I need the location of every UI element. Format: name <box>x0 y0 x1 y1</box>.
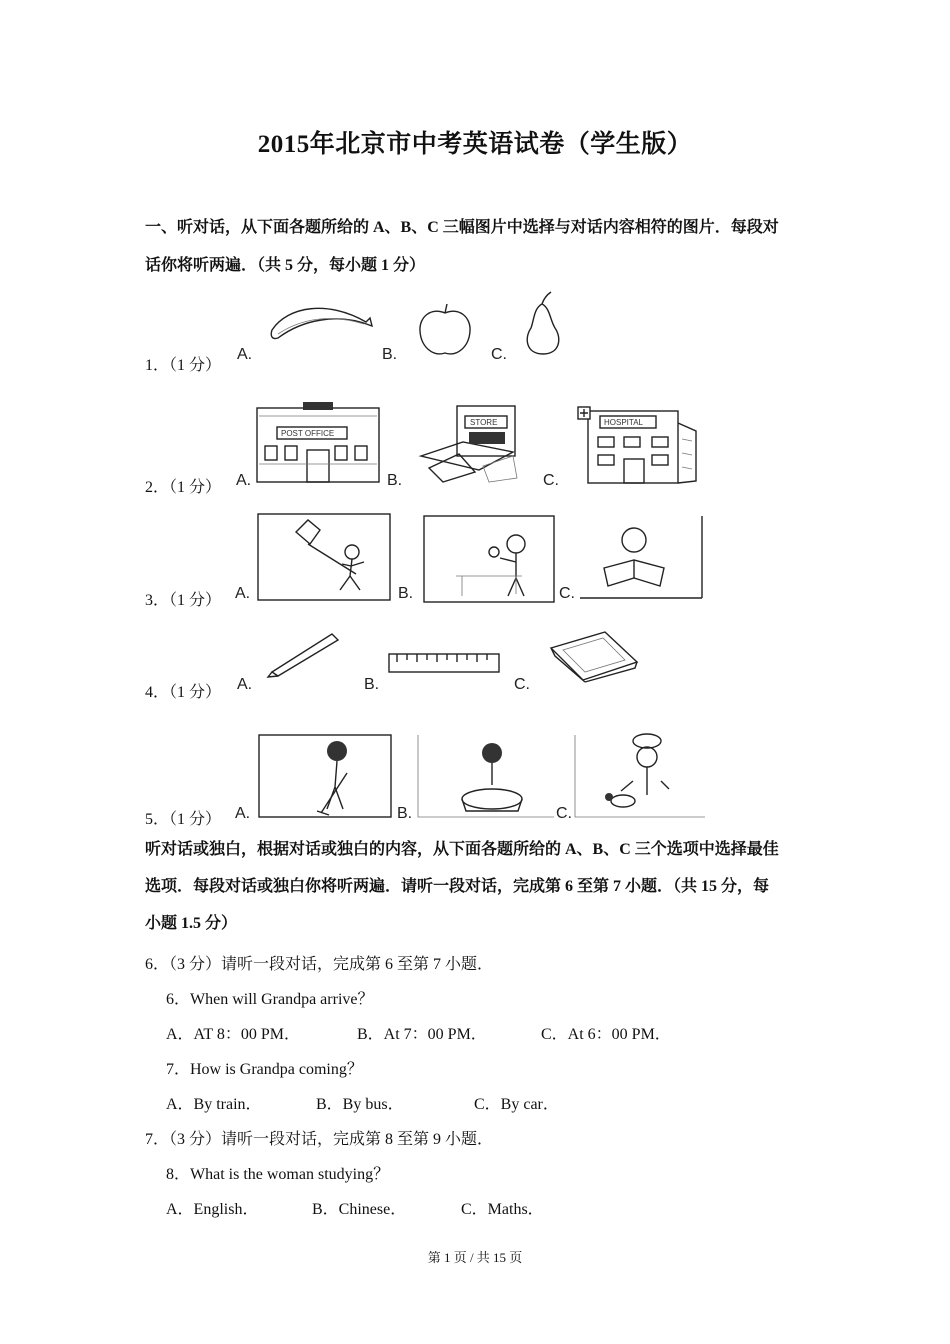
question-6-header: 6．（3 分）请听一段对话，完成第 6 至第 7 小题． <box>145 956 494 973</box>
q1-option-c: C. <box>491 346 507 363</box>
part1-instruction-line1: 一、听对话，从下面各题所给的 A、B、C 三幅图片中选择与对话内容相符的图片．每段对 <box>145 219 779 236</box>
q1-option-b: B. <box>382 346 398 363</box>
pencil-picture <box>266 630 342 678</box>
q7-sub1-option-c: C．Maths． <box>461 1201 544 1218</box>
part2-instruction-line1: 听对话或独白，根据对话或独白的内容，从下面各题所给的 A、B、C 三个选项中选择最佳 <box>145 841 779 858</box>
question-4-number: 4．（1 分） <box>145 684 222 701</box>
q5-option-a: A. <box>235 805 251 822</box>
q3-option-a: A. <box>235 585 251 602</box>
q6-sub2-option-c: C．By car． <box>474 1096 559 1113</box>
hospital-sign: HOSPITAL <box>604 418 643 427</box>
pear-picture <box>522 292 564 358</box>
store-picture <box>413 404 521 484</box>
page-title: 2015年北京市中考英语试卷（学生版） <box>257 131 693 158</box>
apple-picture <box>415 303 475 358</box>
question-7-header: 7．（3 分）请听一段对话，完成第 8 至第 9 小题． <box>145 1131 494 1148</box>
q6-sub2-option-b: B．By bus． <box>316 1096 404 1113</box>
question-6-sub-2: 7．How is Grandpa coming？ <box>166 1061 363 1078</box>
banana-picture <box>268 300 373 345</box>
q7-sub1-option-b: B．Chinese． <box>312 1201 407 1218</box>
question-6-sub-1: 6．When will Grandpa arrive？ <box>166 991 374 1008</box>
table-tennis-picture <box>422 514 556 604</box>
q6-sub2-option-a: A．By train． <box>166 1096 262 1113</box>
washing-clothes-picture <box>416 733 556 819</box>
q5-option-c: C. <box>556 805 572 822</box>
pencil-case-picture <box>545 628 641 684</box>
q5-option-b: B. <box>397 805 413 822</box>
q6-sub1-option-a: A．AT 8：00 PM． <box>166 1026 300 1043</box>
question-1-number: 1．（1 分） <box>145 357 222 374</box>
hospital-picture <box>568 403 700 485</box>
q1-option-a: A. <box>237 346 253 363</box>
q2-option-a: A. <box>236 472 252 489</box>
store-sign: STORE <box>470 418 498 427</box>
cooking-picture <box>573 733 707 823</box>
question-5-number: 5．（1 分） <box>145 811 222 828</box>
q4-option-a: A. <box>237 676 253 693</box>
q4-option-b: B. <box>364 676 380 693</box>
post-office-picture <box>255 402 381 484</box>
q3-option-c: C. <box>559 585 575 602</box>
part2-instruction-line3: 小题 1.5 分） <box>145 915 238 932</box>
q3-option-b: B. <box>398 585 414 602</box>
q6-sub1-option-b: B．At 7：00 PM． <box>357 1026 487 1043</box>
question-7-sub-1: 8．What is the woman studying？ <box>166 1166 390 1183</box>
question-3-number: 3．（1 分） <box>145 592 222 609</box>
q2-option-c: C. <box>543 472 559 489</box>
kite-flying-picture <box>256 512 392 602</box>
post-office-sign: POST OFFICE <box>281 429 335 438</box>
sweeping-floor-picture <box>257 733 393 819</box>
q7-sub1-option-a: A．English． <box>166 1201 259 1218</box>
ruler-picture <box>387 652 501 674</box>
page-footer: 第 1 页 / 共 15 页 <box>427 1250 523 1265</box>
part2-instruction-line2: 选项．每段对话或独白你将听两遍．请听一段对话，完成第 6 至第 7 小题．（共 15 分，每 <box>145 878 770 895</box>
q2-option-b: B. <box>387 472 403 489</box>
q6-sub1-option-c: C．At 6：00 PM． <box>541 1026 671 1043</box>
q4-option-c: C. <box>514 676 530 693</box>
part1-instruction-line2: 话你将听两遍．（共 5 分，每小题 1 分） <box>145 257 426 274</box>
question-2-number: 2．（1 分） <box>145 479 222 496</box>
reading-book-picture <box>578 514 704 600</box>
